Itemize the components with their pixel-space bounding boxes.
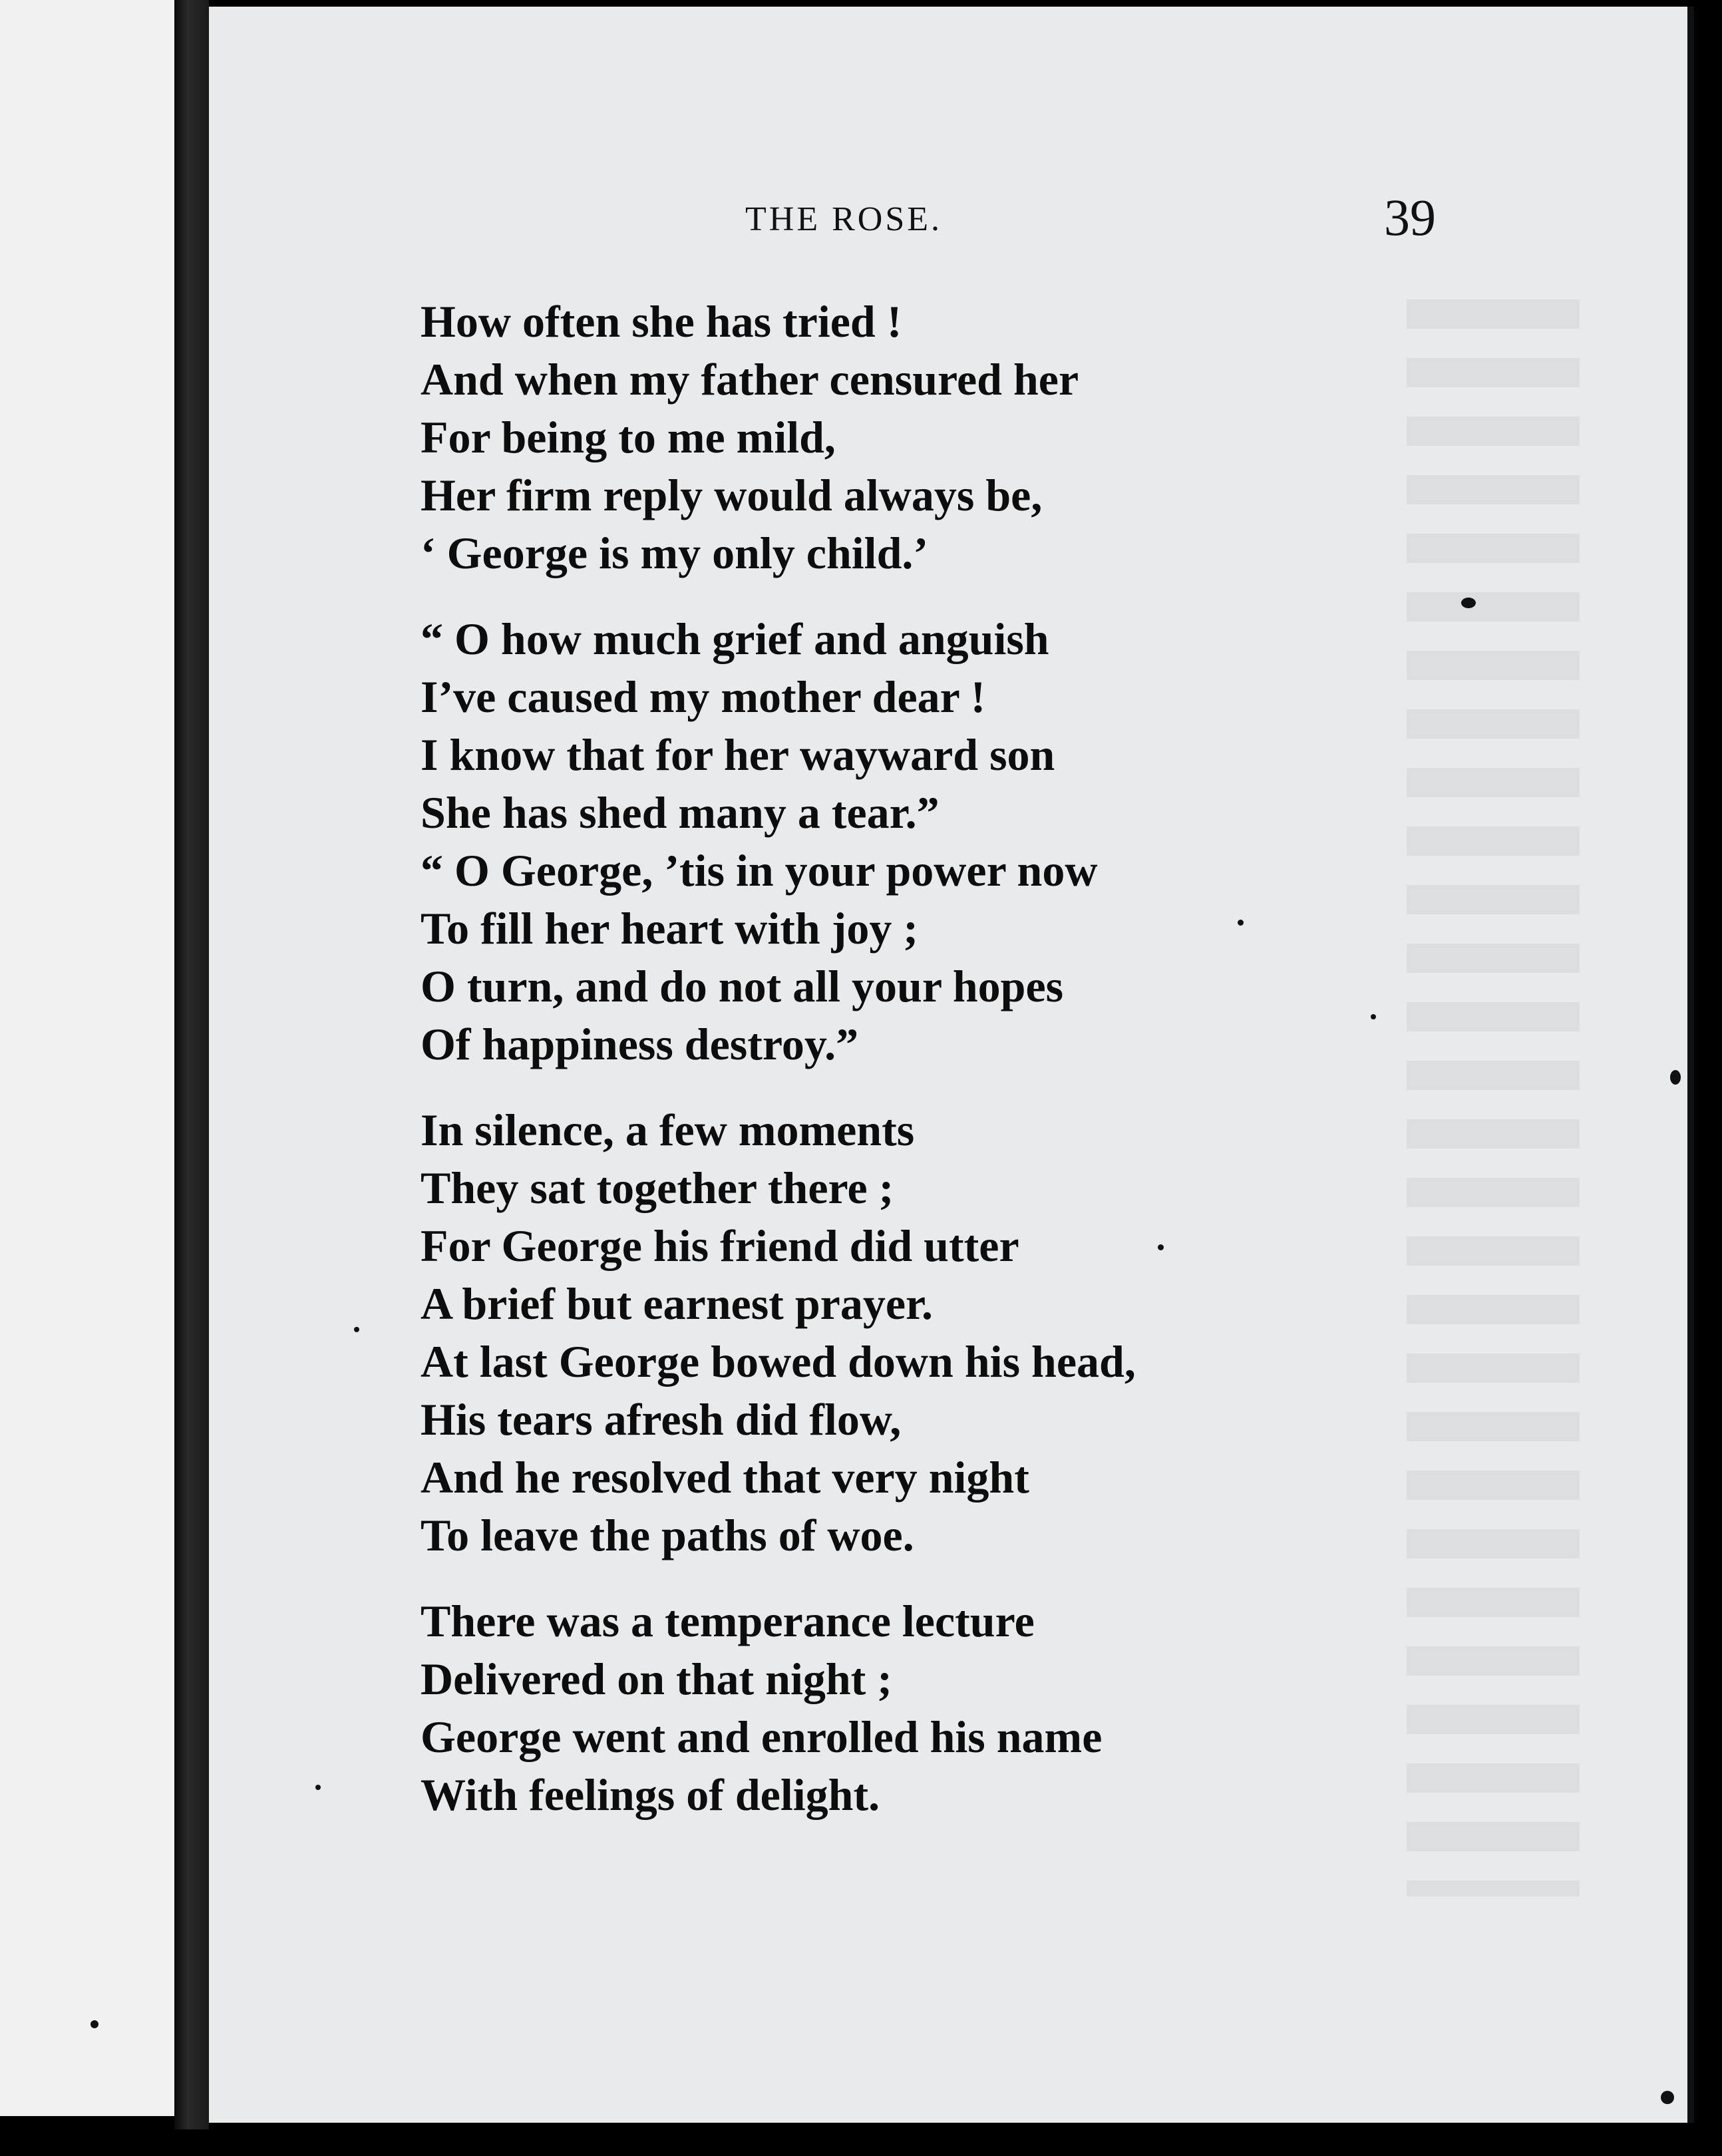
- verse-line: They sat together there ;: [421, 1163, 894, 1213]
- book-spine-shadow: [174, 0, 209, 2129]
- verse-line: I know that for her wayward son: [421, 729, 1055, 780]
- ink-speck: [1670, 1070, 1681, 1085]
- ink-speck: [1238, 920, 1244, 926]
- stanza-4: [421, 1592, 1352, 1824]
- verse-line: To fill her heart with joy ;: [421, 903, 918, 954]
- ink-speck: [315, 1785, 321, 1790]
- ink-speck: [1371, 1014, 1376, 1019]
- verse-line: “ O George, ’tis in your power now: [421, 845, 1098, 896]
- left-page-edge: [0, 0, 174, 2116]
- verse-line: She has shed many a tear.”: [421, 787, 940, 838]
- verse-line: I’ve caused my mother dear !: [421, 671, 986, 722]
- verse-line: With feelings of delight.: [421, 1769, 880, 1820]
- verse-line: For George his friend did utter: [421, 1220, 1019, 1271]
- verse-line: Her firm reply would always be,: [421, 470, 1043, 520]
- ink-speck: [90, 2020, 98, 2028]
- ink-speck: [1158, 1244, 1164, 1250]
- running-head: THE ROSE.: [745, 200, 942, 238]
- verse-line: For being to me mild,: [421, 412, 836, 462]
- stanza-2: [421, 610, 1352, 1073]
- ink-speck: [354, 1327, 359, 1332]
- verse-line: His tears afresh did flow,: [421, 1394, 902, 1445]
- verse-line: A brief but earnest prayer.: [421, 1278, 933, 1329]
- ink-speck: [1461, 598, 1476, 608]
- verse-line: And when my father censured her: [421, 354, 1079, 405]
- verse-line: In silence, a few moments: [421, 1105, 915, 1155]
- verse-line: “ O how much grief and anguish: [421, 614, 1049, 664]
- verse-line: ‘ George is my only child.’: [421, 528, 929, 578]
- verse-line: George went and enrolled his name: [421, 1711, 1103, 1762]
- poem-text: [421, 293, 1352, 1852]
- verse-line: How often she has tried !: [421, 296, 902, 347]
- ink-speck: [1661, 2091, 1674, 2104]
- stanza-1: [421, 293, 1352, 582]
- verse-line: And he resolved that very night: [421, 1452, 1029, 1503]
- verse-line: Of happiness destroy.”: [421, 1019, 859, 1069]
- verse-line: There was a temperance lecture: [421, 1596, 1035, 1646]
- verse-line: To leave the paths of woe.: [421, 1510, 914, 1560]
- stanza-3: [421, 1101, 1352, 1564]
- verse-line: Delivered on that night ;: [421, 1654, 892, 1704]
- verse-line: At last George bowed down his head,: [421, 1336, 1136, 1387]
- page-number: 39: [1384, 188, 1436, 246]
- show-through-text: [1407, 299, 1580, 1896]
- verse-line: O turn, and do not all your hopes: [421, 961, 1064, 1011]
